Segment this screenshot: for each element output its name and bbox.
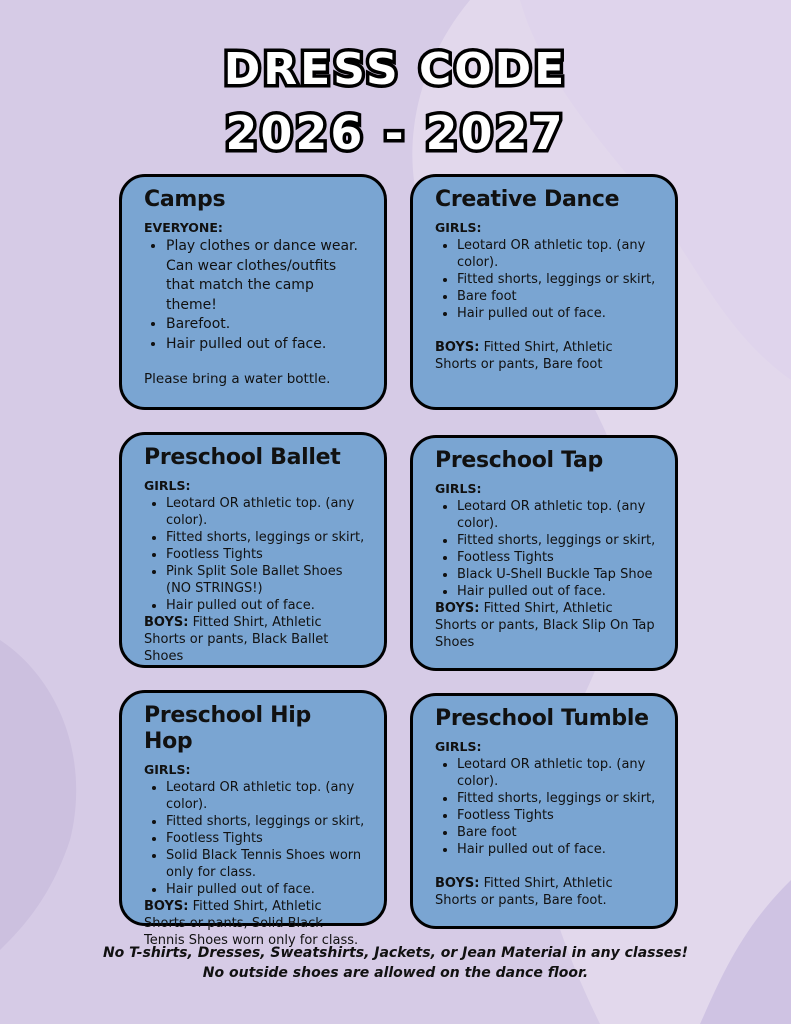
list-item: • Solid Black Tennis Shoes worn only for class.	[166, 847, 366, 881]
list-item: • Black U-Shell Buckle Tap Shoe	[457, 566, 657, 583]
boys-line	[144, 898, 366, 949]
list-item: • Hair pulled out of face.	[457, 583, 657, 600]
boys-line	[144, 614, 366, 665]
group-label: GIRLS:	[435, 739, 482, 754]
item-list	[435, 756, 657, 858]
list-item: • Leotard OR athletic top. (any color).	[457, 756, 657, 790]
list-item: • Leotard OR athletic top. (any color).	[166, 779, 366, 813]
card-title: Preschool Tumble	[435, 706, 649, 731]
card-title: Preschool Hip Hop	[144, 703, 311, 754]
footer-notice	[0, 943, 791, 983]
card-creative-dance	[410, 174, 678, 410]
card-preschool-tap	[410, 435, 678, 671]
list-item: • Pink Split Sole Ballet Shoes (NO STRINGS!)	[166, 563, 366, 597]
boys-label: BOYS:	[144, 899, 189, 914]
list-item: • Fitted shorts, leggings or skirt,	[457, 271, 657, 288]
list-item: • Footless Tights	[166, 830, 366, 847]
list-item: • Footless Tights	[457, 807, 657, 824]
list-item: • Hair pulled out of face.	[166, 335, 366, 355]
card-preschool-tumble	[410, 693, 678, 929]
boys-line	[435, 875, 657, 909]
card-title: Preschool Tap	[435, 448, 603, 473]
list-item: • Play clothes or dance wear. Can wear clothes/outfits that match the camp theme!	[166, 237, 366, 315]
boys-label: BOYS:	[144, 615, 189, 630]
footer-line-1: No T-shirts, Dresses, Sweatshirts, Jackets, or Jean Material in any classes!	[102, 945, 689, 961]
list-item: • Leotard OR athletic top. (any color).	[457, 237, 657, 271]
item-list	[435, 237, 657, 322]
list-item: • Footless Tights	[457, 549, 657, 566]
boys-text: Fitted Shirt, Athletic Shorts or pants, Bare foot.	[435, 876, 613, 908]
group-label: GIRLS:	[435, 481, 482, 496]
boys-label: BOYS:	[435, 340, 480, 355]
list-item: • Footless Tights	[166, 546, 366, 563]
list-item: • Fitted shorts, leggings or skirt,	[166, 529, 366, 546]
list-item: • Fitted shorts, leggings or skirt,	[457, 532, 657, 549]
group-label: EVERYONE:	[144, 220, 223, 235]
group-label: GIRLS:	[435, 220, 482, 235]
card-title: Preschool Ballet	[144, 445, 341, 470]
item-list	[144, 237, 366, 354]
card-note: Please bring a water bottle.	[144, 371, 331, 387]
group-label: GIRLS:	[144, 478, 191, 493]
boys-line	[435, 600, 657, 651]
list-item: • Hair pulled out of face.	[457, 841, 657, 858]
card-camps	[119, 174, 387, 410]
list-item: • Fitted shorts, leggings or skirt,	[457, 790, 657, 807]
card-preschool-ballet	[119, 432, 387, 668]
group-label: GIRLS:	[144, 762, 191, 777]
boys-line	[435, 339, 657, 373]
boys-text: Fitted Shirt, Athletic Shorts or pants, Black Slip On Tap Shoes	[435, 601, 655, 650]
footer-line-2: No outside shoes are allowed on the dance floor.	[202, 965, 589, 981]
list-item: • Hair pulled out of face.	[166, 597, 366, 614]
list-item: • Leotard OR athletic top. (any color).	[166, 495, 366, 529]
card-title: Creative Dance	[435, 187, 620, 212]
list-item: • Barefoot.	[166, 315, 366, 335]
boys-label: BOYS:	[435, 876, 480, 891]
title-year: 2026 - 2027	[225, 106, 566, 160]
boys-label: BOYS:	[435, 601, 480, 616]
list-item: • Bare foot	[457, 824, 657, 841]
boys-text: Fitted Shirt, Athletic Shorts or pants, Black Ballet Shoes	[144, 615, 329, 664]
boys-text: Fitted Shirt, Athletic Shorts or pants, Bare foot	[435, 340, 613, 372]
item-list	[144, 495, 366, 614]
list-item: • Fitted shorts, leggings or skirt,	[166, 813, 366, 830]
card-title: Camps	[144, 187, 226, 212]
list-item: • Hair pulled out of face.	[457, 305, 657, 322]
item-list	[435, 498, 657, 600]
list-item: • Hair pulled out of face.	[166, 881, 366, 898]
item-list	[144, 779, 366, 898]
title-dress-code: DRESS CODE	[223, 44, 568, 95]
list-item: • Leotard OR athletic top. (any color).	[457, 498, 657, 532]
card-preschool-hip-hop	[119, 690, 387, 948]
boys-text: Fitted Shirt, Athletic Shorts or pants, Solid Black Tennis Shoes worn only for class.	[144, 899, 359, 948]
list-item: • Bare foot	[457, 288, 657, 305]
